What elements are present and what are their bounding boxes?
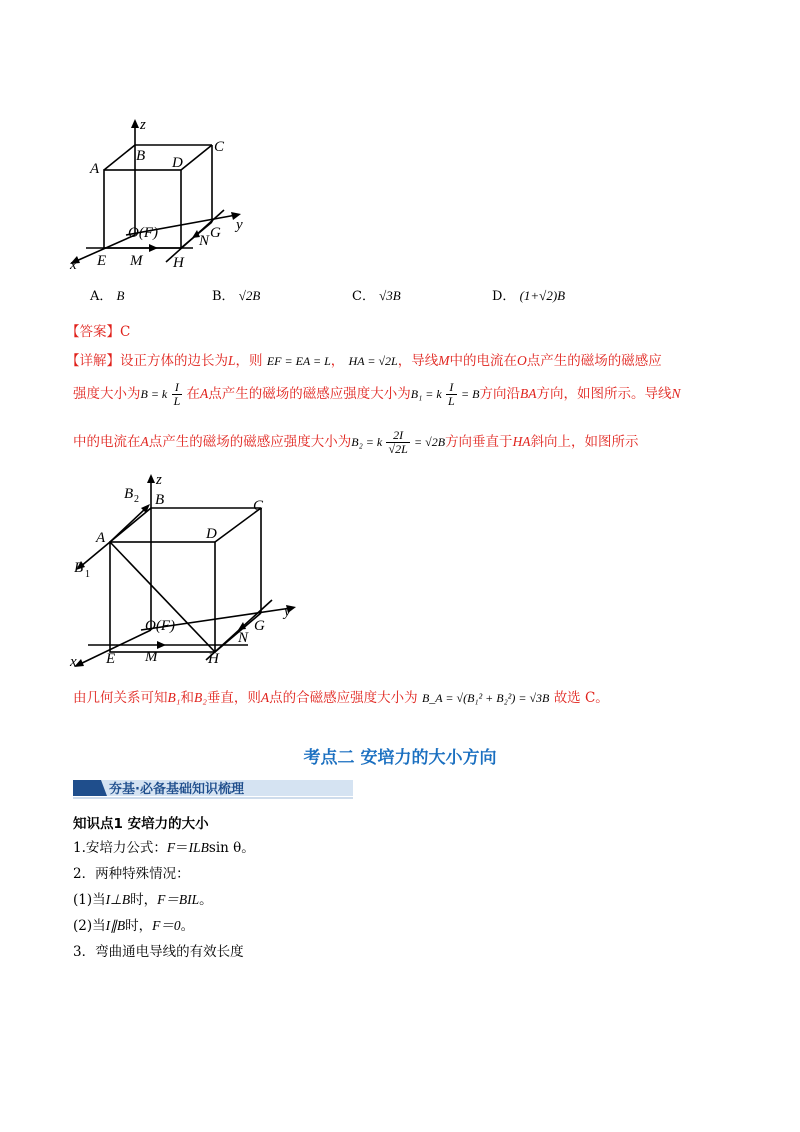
fig1-label-H: H	[173, 255, 184, 271]
frac-den: √2L	[388, 442, 408, 456]
fig2-label-O: O(F)	[145, 618, 175, 634]
knowledge-line-5: 3．弯曲通电导线的有效长度	[73, 944, 244, 960]
detail-text: 中的电流在	[73, 434, 141, 450]
knowledge-text: (2)当	[73, 918, 106, 934]
equation-b2-end: = √2B	[414, 435, 446, 449]
conclusion-var: A	[260, 690, 270, 705]
detail-text: ，则	[235, 353, 263, 369]
detail-text: ，	[330, 353, 345, 369]
fig2-label-E: E	[106, 651, 116, 667]
section-title: 考点二 安培力的大小方向	[303, 748, 497, 768]
equation-b2: B₂ = k	[351, 435, 383, 449]
knowledge-text: 1.安培力公式：	[73, 840, 167, 856]
answer-label: 【答案】	[66, 324, 120, 340]
knowledge-text: sin θ。	[208, 840, 255, 856]
knowledge-var: F＝BIL	[157, 892, 200, 907]
fig2-label-M: M	[145, 649, 158, 665]
detail-text: 强度大小为	[73, 386, 141, 402]
fig1-label-A: A	[90, 161, 100, 177]
detail-var: M	[438, 353, 450, 368]
fig1-label-y: y	[236, 217, 243, 233]
equation-b1-end: = B	[461, 387, 480, 401]
cube-figure-1	[66, 115, 256, 275]
fraction-2i-over-root2l	[386, 429, 409, 456]
knowledge-title: 知识点1 安培力的大小	[73, 816, 209, 832]
knowledge-text: 时，	[125, 918, 153, 934]
fig1-label-G: G	[210, 225, 221, 241]
option-b[interactable]	[212, 285, 260, 304]
detail-var: HA	[512, 434, 531, 449]
detail-line-3	[73, 429, 639, 456]
fig2-label-A: A	[96, 530, 106, 546]
fig2-label-H: H	[208, 651, 219, 667]
conclusion-text: 由几何关系可知	[73, 690, 168, 706]
detail-line-2	[73, 381, 680, 408]
conclusion-line	[73, 686, 609, 706]
knowledge-text: 时，	[130, 892, 158, 908]
fig1-label-B: B	[136, 148, 146, 164]
option-a-letter: A．	[90, 289, 113, 304]
fig2-label-y: y	[284, 604, 291, 620]
knowledge-var: ILB	[188, 840, 209, 855]
knowledge-text: 。	[180, 918, 195, 934]
option-d-value: (1+√2)B	[519, 288, 566, 303]
detail-var: O	[516, 353, 527, 368]
fig2-label-z: z	[156, 472, 162, 488]
equation-ha: HA = √2L	[348, 354, 398, 368]
knowledge-text: ＝	[175, 840, 189, 856]
knowledge-text: 。	[199, 892, 213, 908]
fig1-label-z: z	[140, 117, 146, 133]
equation-b1: B₁ = k	[410, 387, 442, 401]
option-b-value: √2B	[238, 288, 261, 303]
answer-line	[66, 320, 130, 340]
frac-num: I	[172, 381, 183, 395]
equation-ba: B_A = √(B₁² + B₂²) = √3B	[421, 691, 550, 705]
detail-var: BA	[519, 386, 537, 401]
knowledge-line-1	[73, 836, 255, 856]
equation-b: B = k	[140, 387, 168, 401]
fig1-label-x: x	[70, 257, 77, 273]
fig2-label-N: N	[238, 630, 249, 646]
option-c-value: √3B	[379, 288, 401, 303]
detail-text: 斜向上，如图所示	[530, 434, 639, 450]
banner-text: 夯基·必备基础知识梳理	[109, 782, 244, 797]
detail-var: A	[140, 434, 149, 449]
fig2-label-B2sub: 2	[134, 494, 139, 505]
detail-var: A	[200, 386, 209, 401]
option-b-letter: B．	[212, 289, 235, 304]
detail-text: 方向，如图所示。导线	[536, 386, 672, 402]
knowledge-line-3	[73, 888, 213, 908]
detail-text: 设正方体的边长为	[120, 353, 228, 369]
option-d[interactable]	[492, 285, 565, 304]
fraction-i-over-l	[172, 381, 183, 408]
option-d-letter: D．	[492, 289, 516, 304]
fig2-label-x: x	[70, 654, 77, 670]
fig2-label-D: D	[206, 526, 217, 542]
fig1-label-N: N	[199, 233, 210, 249]
frac-num: 2I	[386, 429, 409, 443]
detail-text: 中的电流在	[449, 353, 517, 369]
frac-den: L	[173, 394, 181, 408]
fig2-label-B1: B	[74, 560, 84, 576]
fig1-label-D: D	[172, 155, 183, 171]
answer-value: C	[120, 324, 131, 340]
knowledge-var: I⊥B	[105, 892, 131, 907]
conclusion-text: 垂直，则	[206, 690, 261, 706]
knowledge-line-2: 2．两种特殊情况：	[73, 866, 190, 882]
conclusion-text: 点的合磁感应强度大小为	[269, 690, 418, 706]
conclusion-text: 和	[180, 690, 194, 706]
detail-line-1	[66, 349, 662, 369]
option-c[interactable]	[352, 285, 401, 304]
option-a[interactable]	[90, 285, 124, 304]
detail-text: 方向沿	[479, 386, 520, 402]
fig2-label-G: G	[254, 618, 265, 634]
fig1-label-O: O(F)	[128, 225, 158, 241]
fraction-i-over-l-2	[446, 381, 457, 408]
detail-var: N	[671, 386, 681, 401]
conclusion-text: 故选 C。	[553, 690, 609, 706]
fig2-label-B2: B	[124, 486, 134, 502]
fig1-label-E: E	[97, 253, 107, 269]
fig1-label-C: C	[214, 139, 225, 155]
frac-den: L	[448, 394, 455, 408]
option-c-letter: C．	[352, 289, 375, 304]
fig2-label-C: C	[253, 498, 264, 514]
fig2-label-B: B	[155, 492, 165, 508]
knowledge-var: F	[166, 840, 176, 855]
frac-num: I	[446, 381, 457, 395]
conclusion-var: B₁	[167, 690, 181, 705]
section-banner	[73, 777, 353, 799]
equation-ef: EF = EA = L	[266, 354, 331, 368]
knowledge-line-4	[73, 914, 194, 934]
detail-text: 在	[186, 386, 201, 402]
cube-figure-2	[66, 470, 306, 675]
detail-text: 方向垂直于	[445, 434, 513, 450]
knowledge-text: (1)当	[73, 892, 106, 908]
detail-text: 点产生的磁场的磁感应强度大小为	[148, 434, 352, 450]
knowledge-var: I∥B	[105, 918, 126, 933]
detail-text: 点产生的磁场的磁感应	[526, 353, 662, 369]
option-a-value: B	[116, 288, 125, 303]
fig2-label-B1sub: 1	[85, 569, 90, 580]
detail-var: L	[228, 353, 236, 368]
knowledge-var: F＝0	[152, 918, 181, 933]
conclusion-var: B₂	[193, 690, 207, 705]
fig1-label-M: M	[130, 253, 143, 269]
detail-label: 【详解】	[66, 353, 120, 369]
detail-text: 点产生的磁场的磁感应强度大小为	[208, 386, 411, 402]
detail-text: ，导线	[397, 353, 439, 369]
